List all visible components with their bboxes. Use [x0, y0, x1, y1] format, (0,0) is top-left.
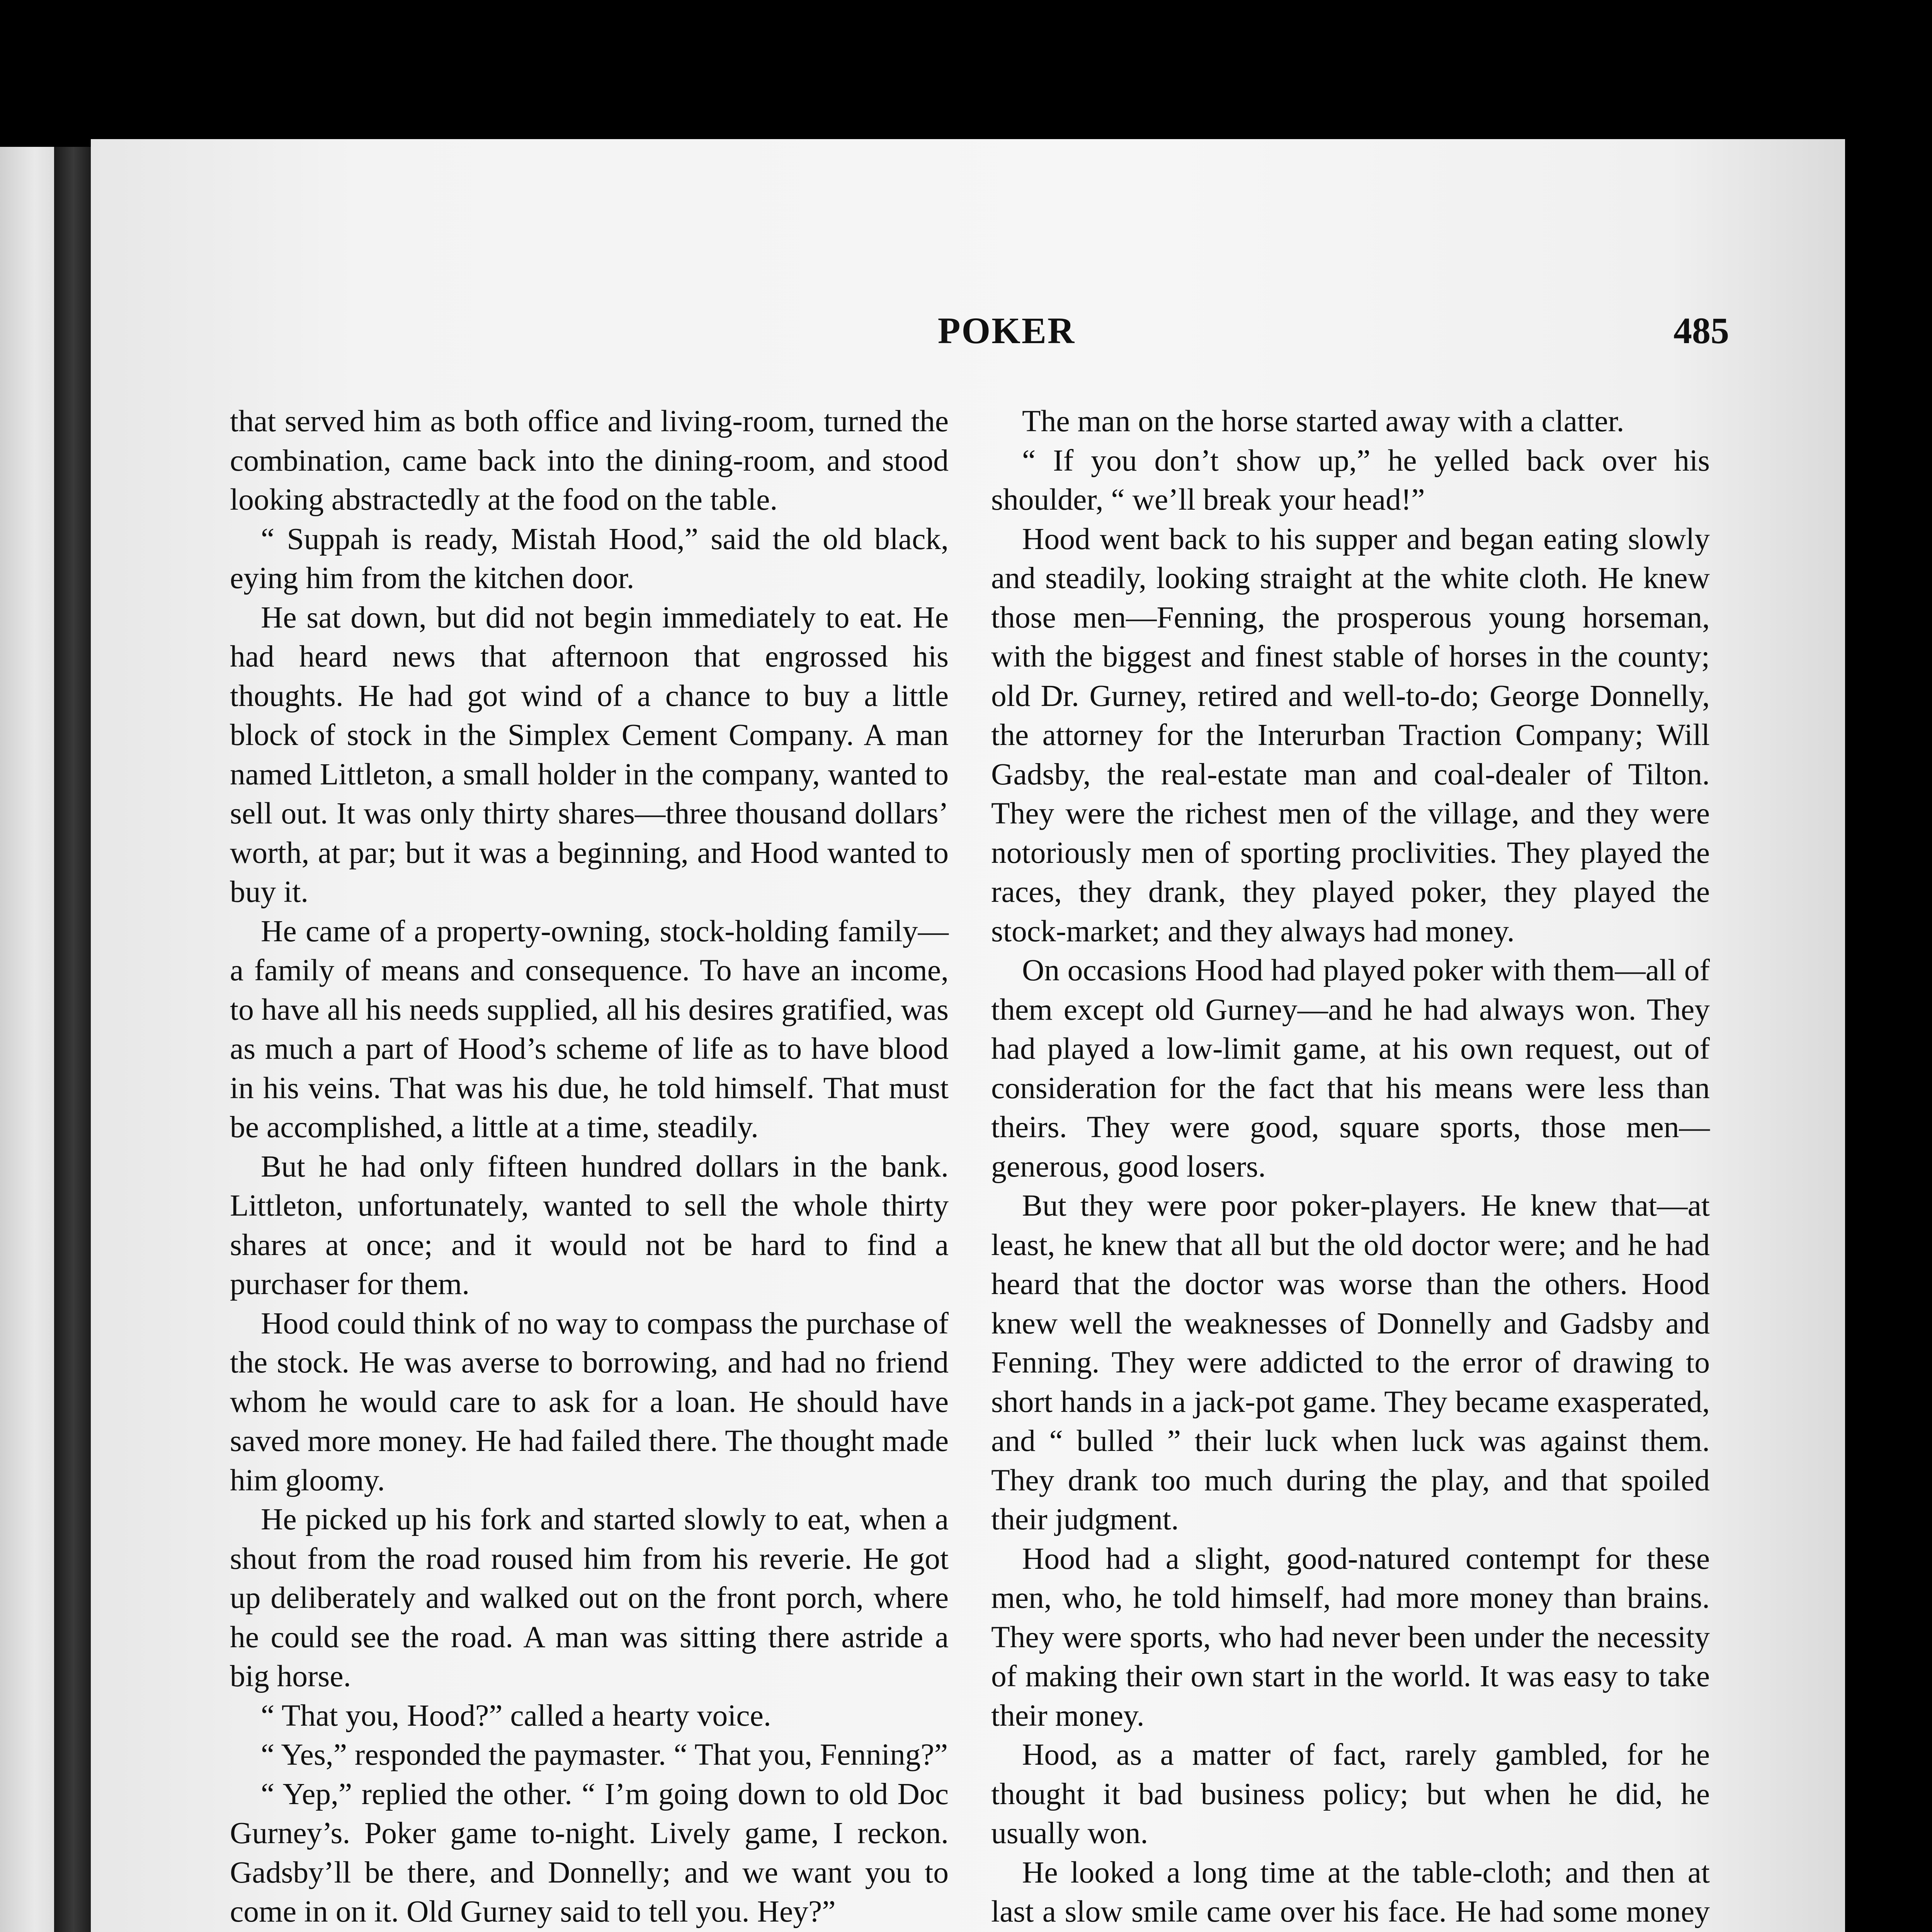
facing-page-edge — [0, 147, 58, 1932]
paragraph: “ Yep,” replied the other. “ I’m going down to old Doc Gurney’s. Poker game to-night. Lively game, I reckon. Gadsby’ll be there, and Donnelly; and we want you to come in on it. Old Gurney said to tell you. Hey?” — [230, 1777, 949, 1929]
paragraph: “ Suppah is ready, Mistah Hood,” said the old black, eying him from the kitchen door. — [230, 522, 949, 595]
paragraph: He sat down, but did not begin immediately to eat. He had heard news that afternoon that engrossed his thoughts. He had got wind of a chance to buy a little block of stock in the Simplex Cement Company. A man named Littleton, a small holder in the company, wanted to sell out. It was only thirty shares—three thousand dollars’ worth, at par; but it was a beginning, and Hood wanted to buy it. — [230, 600, 949, 909]
running-head — [91, 309, 1845, 363]
paragraph: But they were poor poker-players. He knew that—at least, he knew that all but the old doctor were; and he had heard that the doctor was worse than the others. Hood knew well the weaknesses of Donnelly and Gadsby and Fenning. They were addicted to the error of drawing to short hands in a jack-pot game. They became exasperated, and “ bulled ” their luck when luck was against them. They drank too much during the play, and that spoiled their judgment. — [991, 1189, 1710, 1536]
page-title: POKER — [937, 310, 1076, 351]
paragraph: He picked up his fork and started slowly to eat, when a shout from the road roused him from his reverie. He got up deliberately and walked out on the front porch, where he could see the road. A man was sitting there astride a big horse. — [230, 1502, 949, 1693]
paragraph: The man on the horse started away with a clatter. — [1022, 404, 1624, 438]
paragraph: “ Yes,” responded the paymaster. “ That you, Fenning?” — [261, 1738, 948, 1772]
paragraph: On occasions Hood had played poker with them—all of them except old Gurney—and he had always won. They had played a low-limit game, at his own request, out of consideration for the fact that his means were less than theirs. They were good, square sports, those men—generous, good losers. — [991, 953, 1710, 1184]
paragraph: Hood, as a matter of fact, rarely gambled, for he thought it bad business policy; but when he did, he usually won. — [991, 1738, 1710, 1850]
paragraph: Hood went back to his supper and began eating slowly and steadily, looking straight at the white cloth. He knew those men—Fenning, the prosperous young horseman, with the biggest and finest stable of horses in the county; old Dr. Gurney, retired and well-to-do; George Donnelly, the attorney for the Interurban Traction Company; Will Gadsby, the real-estate man and coal-dealer of Tilton. They were the richest men of the village, and they were notoriously men of sporting proclivities. They played the races, they drank, they played poker, they played the stock-market; and they always had money. — [991, 522, 1710, 948]
right-column — [991, 402, 1710, 1932]
paragraph: Hood could think of no way to compass the purchase of the stock. He was averse to borrowing, and had no friend whom he would care to ask for a loan. He should have saved more money. He had failed there. The thought made him gloomy. — [230, 1306, 949, 1497]
paragraph: But he had only fifteen hundred dollars in the bank. Littleton, unfortunately, wanted to sell the whole thirty shares at once; and it would not be hard to find a purchaser for them. — [230, 1149, 949, 1301]
paragraph: He looked a long time at the table-cloth; and then at last a slow smile came over his face. He had some money — [991, 1855, 1710, 1929]
book-page — [91, 139, 1845, 1932]
paragraph: He came of a property-owning, stock-holding family—a family of means and consequence. To have an income, to have all his needs supplied, all his desires gratified, was as much a part of Hood’s scheme of life as to have blood in his veins. That was his due, he told himself. That must be accomplished, a little at a time, steadily. — [230, 914, 949, 1144]
paragraph: “ That you, Hood?” called a hearty voice. — [261, 1698, 771, 1733]
left-column — [230, 402, 949, 1932]
page-number: 485 — [1673, 310, 1729, 351]
paragraph: that served him as both office and living-room, turned the combination, came back into the dining-room, and stood looking abstractedly at the food on the table. — [230, 404, 949, 517]
book-spine — [54, 147, 93, 1932]
paragraph: “ If you don’t show up,” he yelled back over his shoulder, “ we’ll break your head!” — [991, 443, 1710, 517]
paragraph: Hood had a slight, good-natured contempt for these men, who, he told himself, had more money than brains. They were sports, who had never been under the necessity of making their own start in the world. It was easy to take their money. — [991, 1541, 1710, 1733]
